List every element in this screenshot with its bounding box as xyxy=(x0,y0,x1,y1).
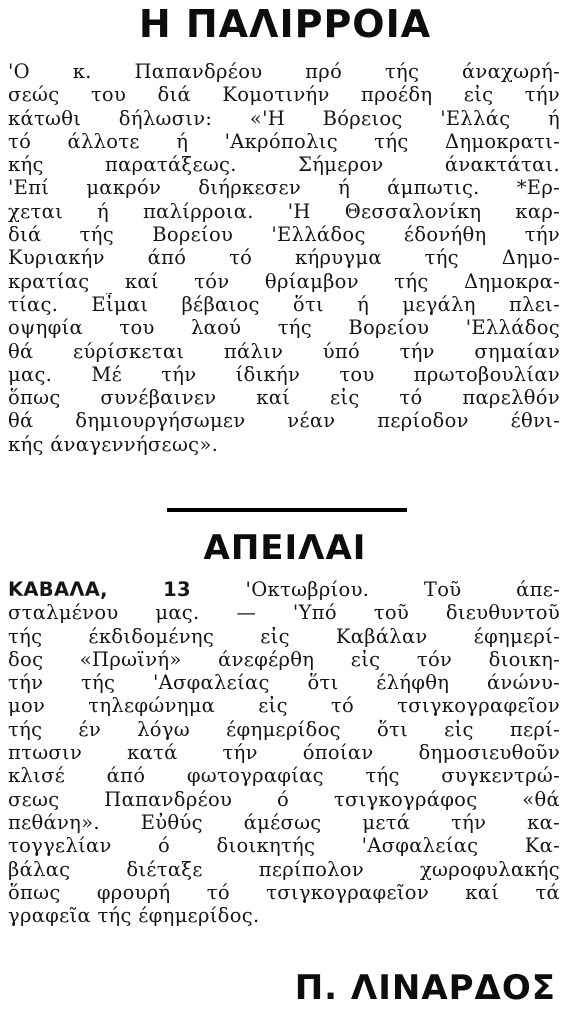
article-1-line: 'Ο κ. Παπανδρέου πρό τής άναχωρή- xyxy=(8,60,560,83)
article-2-line: κλισέ άπό φωτογραφίας τής συγκεντρώ- xyxy=(8,764,560,788)
article-1-line: τίας. Εἶμαι βέβαιος ὅτι ή μεγάλη πλει- xyxy=(8,292,560,316)
article-2-line: βάλας διέταξε περίπολον χωροφυλακής xyxy=(8,857,560,881)
article-1-line: μας. Μέ τήν ίδικήν του πρωτοβουλίαν xyxy=(8,362,560,386)
article-2-line: τής έν λόγω έφημερίδος ὅτι εἰς περί- xyxy=(8,717,560,741)
dateline-rest: 'Οκτωβρίου. Τοῦ άπε- xyxy=(245,578,560,601)
article-2-line: σταλμένου μας. — 'Υπό τοῦ διευθυντοῦ xyxy=(8,601,560,625)
article-1-line: Κυριακήν άπό τό κήρυγμα τής Δημο- xyxy=(8,246,560,270)
article-1-line: ὅπως συνέβαινεν καί εἰς τό παρελθόν xyxy=(8,386,560,410)
dateline: ΚΑΒΑΛΑ, 13 xyxy=(8,578,191,601)
article-2-line: γραφεῖα τής έφημερίδος. xyxy=(8,904,260,928)
article-1-line: θά δημιουργήσωμεν νέαν περίοδον έθνι- xyxy=(8,409,560,433)
article-2-body xyxy=(8,578,560,927)
article-1-line: διά τής Βορείου 'Ελλάδος έδονήθη τήν xyxy=(8,223,560,247)
article-2-headline: ΑΠΕΙΛΑΙ xyxy=(203,528,367,568)
article-2-line: πεθάνη». Εὐθύς άμέσως μετά τήν κα- xyxy=(8,810,560,834)
article-1-headline: Η ΠΑΛΙΡΡΟΙΑ xyxy=(138,2,432,46)
article-2-lead-line xyxy=(8,578,560,601)
article-1-line: χεται ή παλίρροια. 'Η Θεσσαλονίκη καρ- xyxy=(8,199,560,223)
article-1-line: 'Επί μακρόν διήρκεσεν ή άμπωτις. *Ερ- xyxy=(8,176,560,200)
article-2-line: ὅπως φρουρή τό τσιγκογραφεῖον καί τά xyxy=(8,880,560,904)
article-2-line: τογγελίαν ό διοικητής 'Ασφαλείας Κα- xyxy=(8,834,560,858)
article-2-line: μον τηλεφώνημα εἰς τό τσιγκογραφεῖον xyxy=(8,694,560,718)
article-2-line: τής έκδιδομένης εἰς Καβάλαν έφημερί- xyxy=(8,624,560,648)
article-1-line: οψηφία του λαού τής Βορείου 'Ελλάδος xyxy=(8,316,560,340)
article-2-line: σεως Παπανδρέου ό τσιγκογράφος «θά xyxy=(8,787,560,811)
article-1-line: σεώς του διά Κομοτινήν προέδη εἰς τήν xyxy=(8,83,560,107)
article-1-line: κής παρατάξεως. Σήμερον άνακτάται. xyxy=(8,153,560,177)
article-1-line: κάτωθι δήλωσιν: «'Η Βόρειος 'Ελλάς ή xyxy=(8,106,560,130)
article-1-line: θά εύρίσκεται πάλιν ύπό τήν σημαίαν xyxy=(8,339,560,363)
article-1-line: κής άναγεννήσεως». xyxy=(8,432,219,456)
author-signature: Π. ΛΙΝΑΡΔΟΣ xyxy=(294,968,556,1008)
article-1-body xyxy=(8,60,560,456)
article-1-line: κρατίας καί τόν θρίαμβον τής Δημοκρα- xyxy=(8,269,560,293)
article-2-line: πτωσιν κατά τήν όποίαν δημοσιευθοῦν xyxy=(8,741,560,765)
article-2-line: δος «Πρωϊνή» άνεφέρθη εἰς τόν διοικη- xyxy=(8,647,560,671)
section-divider xyxy=(167,508,407,512)
article-1-line: τό άλλοτε ή 'Ακρόπολις τής Δημοκρατι- xyxy=(8,129,560,153)
article-2-line: τήν τής 'Ασφαλείας ὅτι έλήφθη άνώνυ- xyxy=(8,671,560,695)
